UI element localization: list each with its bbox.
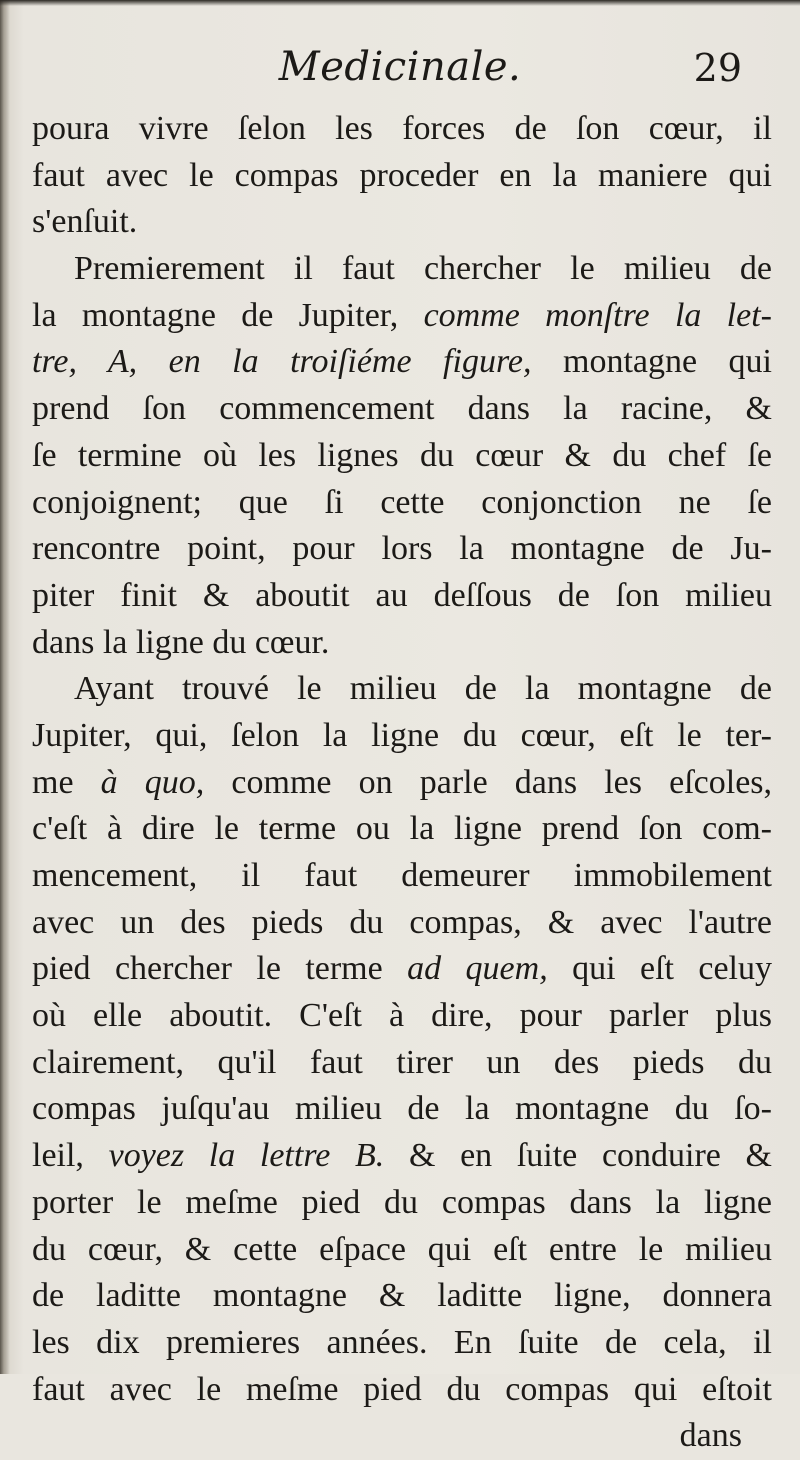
text-line: rencontre point, pour lors la montagne de Ju-: [32, 530, 772, 568]
text-line: poura vivre ſelon les forces de ſon cœur, il: [32, 110, 772, 147]
page-number: 29: [693, 46, 742, 90]
text-line: me à quo, comme on parle dans les eſcoles,: [32, 763, 773, 801]
text-line: mencement, il faut demeurer immobilement: [32, 857, 772, 894]
text-line: pied chercher le terme ad quem, qui eſt celuy: [32, 950, 773, 988]
text-line: du cœur, & cette eſpace qui eſt entre le milieu: [32, 1230, 772, 1268]
catchword: dans: [679, 1417, 742, 1455]
page-header: [0, 44, 800, 104]
page-body-text: [32, 106, 772, 1460]
text-line: Jupiter, qui, ſelon la ligne du cœur, eſt le ter-: [32, 716, 772, 754]
text-line: c'eſt à dire le terme ou la ligne prend ſon com-: [32, 810, 772, 848]
text-line: de laditte montagne & laditte ligne, donnera: [32, 1277, 772, 1315]
text-line: les dix premieres années. En ſuite de cela, il: [32, 1323, 772, 1361]
text-line: prend ſon commencement dans la racine, &: [32, 390, 772, 428]
text-line: porter le meſme pied du compas dans la ligne: [32, 1183, 772, 1221]
running-head: Medicinale.: [278, 44, 522, 90]
text-line: leil, voyez la lettre B. & en ſuite conduire &: [32, 1137, 773, 1175]
text-line: où elle aboutit. C'eſt à dire, pour parler plus: [32, 997, 772, 1035]
text-line: faut avec le compas proceder en la maniere qui: [32, 156, 772, 194]
page-top-edge-shadow: [0, 0, 800, 6]
text-line: ſe termine où les lignes du cœur & du chef ſe: [32, 436, 772, 474]
text-line: avec un des pieds du compas, & avec l'autre: [32, 903, 772, 941]
text-line: clairement, qu'il faut tirer un des pieds du: [32, 1043, 772, 1081]
text-line: piter finit & aboutit au deſſous de ſon milieu: [32, 576, 772, 614]
text-line: s'enſuit.: [32, 203, 138, 241]
text-line: la montagne de Jupiter, comme monſtre la let-: [32, 296, 772, 334]
text-line: Ayant trouvé le milieu de la montagne de: [74, 670, 772, 708]
text-line: faut avec le meſme pied du compas qui eſtoit: [32, 1370, 772, 1408]
page-left-edge-shadow: [0, 0, 10, 1374]
text-line: conjoignent; que ſi cette conjonction ne ſe: [32, 483, 772, 521]
text-line: compas juſqu'au milieu de la montagne du ſo-: [32, 1090, 772, 1128]
text-line: dans la ligne du cœur.: [32, 623, 330, 661]
text-line: tre, A, en la troiſiéme figure, montagne qui: [32, 343, 772, 381]
text-line: Premierement il faut chercher le milieu de: [74, 250, 772, 288]
